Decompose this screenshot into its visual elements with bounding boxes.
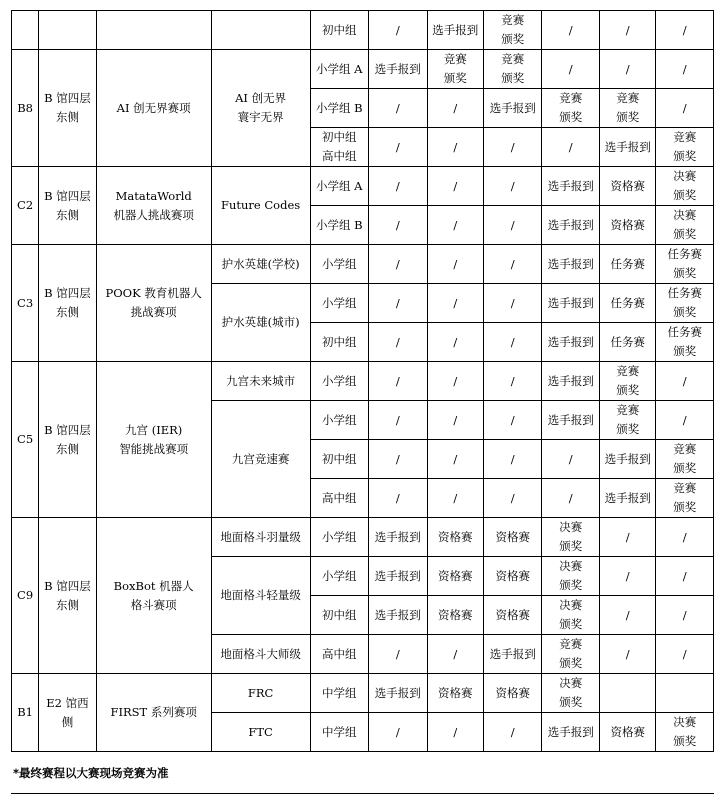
- table-cell: /: [483, 323, 542, 362]
- table-row: [12, 11, 714, 50]
- table-cell: 资格赛: [427, 557, 483, 596]
- table-cell: /: [427, 89, 483, 128]
- table-cell: /: [483, 401, 542, 440]
- table-cell: 任务赛: [599, 323, 655, 362]
- table-cell: 小学组: [310, 284, 369, 323]
- table-cell: 九宫 (IER) 智能挑战赛项: [96, 362, 211, 518]
- table-cell: 决赛 颁奖: [542, 557, 599, 596]
- table-cell: 地面格斗羽量级: [211, 518, 310, 557]
- table-cell: 竞赛 颁奖: [656, 128, 714, 167]
- table-row: [12, 362, 714, 401]
- table-cell: /: [427, 167, 483, 206]
- table-cell: Future Codes: [211, 167, 310, 245]
- table-cell: [39, 11, 96, 50]
- table-cell: 决赛 颁奖: [542, 596, 599, 635]
- table-cell: /: [656, 635, 714, 674]
- table-cell: 初中组 高中组: [310, 128, 369, 167]
- table-cell: /: [369, 323, 428, 362]
- table-cell: 小学组 B: [310, 89, 369, 128]
- table-cell: /: [656, 596, 714, 635]
- table-cell: /: [483, 284, 542, 323]
- table-cell: /: [656, 89, 714, 128]
- table-cell: /: [427, 323, 483, 362]
- table-cell: 竞赛 颁奖: [599, 401, 655, 440]
- table-cell: C9: [12, 518, 39, 674]
- table-cell: 决赛 颁奖: [542, 518, 599, 557]
- table-cell: 资格赛: [483, 518, 542, 557]
- table-cell: FRC: [211, 674, 310, 713]
- table-cell: 资格赛: [427, 518, 483, 557]
- table-row: [12, 518, 714, 557]
- table-cell: [96, 11, 211, 50]
- footnote-divider: [11, 793, 714, 794]
- table-cell: /: [369, 635, 428, 674]
- table-cell: FIRST 系列赛项: [96, 674, 211, 752]
- table-cell: 选手报到: [369, 596, 428, 635]
- table-cell: B 馆四层 东侧: [39, 50, 96, 167]
- table-cell: MatataWorld 机器人挑战赛项: [96, 167, 211, 245]
- table-cell: 选手报到: [599, 479, 655, 518]
- table-cell: 资格赛: [483, 674, 542, 713]
- table-cell: [211, 11, 310, 50]
- table-cell: 任务赛: [599, 245, 655, 284]
- table-cell: /: [483, 245, 542, 284]
- table-cell: /: [427, 713, 483, 752]
- table-cell: 初中组: [310, 596, 369, 635]
- table-cell: /: [483, 362, 542, 401]
- footnote: *最终赛程以大赛现场竞赛为准: [13, 766, 169, 780]
- table-cell: /: [427, 245, 483, 284]
- table-cell: 决赛 颁奖: [656, 713, 714, 752]
- table-cell: 选手报到: [542, 245, 599, 284]
- table-cell: /: [656, 50, 714, 89]
- table-cell: 高中组: [310, 635, 369, 674]
- table-cell: 竞赛 颁奖: [656, 440, 714, 479]
- table-cell: 资格赛: [599, 206, 655, 245]
- table-cell: 小学组: [310, 557, 369, 596]
- table-cell: C3: [12, 245, 39, 362]
- table-cell: /: [542, 50, 599, 89]
- table-cell: /: [369, 401, 428, 440]
- table-cell: /: [656, 362, 714, 401]
- table-cell: 决赛 颁奖: [656, 167, 714, 206]
- table-cell: 初中组: [310, 323, 369, 362]
- table-cell: 选手报到: [599, 440, 655, 479]
- table-cell: /: [427, 362, 483, 401]
- table-cell: B 馆四层 东侧: [39, 245, 96, 362]
- table-cell: /: [483, 128, 542, 167]
- table-cell: 中学组: [310, 713, 369, 752]
- table-cell: /: [369, 206, 428, 245]
- table-cell: 护水英雄(城市): [211, 284, 310, 362]
- table-cell: [656, 674, 714, 713]
- table-cell: 选手报到: [369, 674, 428, 713]
- table-cell: 小学组: [310, 245, 369, 284]
- table-cell: /: [427, 206, 483, 245]
- table-cell: 小学组: [310, 362, 369, 401]
- table-cell: /: [369, 479, 428, 518]
- table-cell: 选手报到: [542, 713, 599, 752]
- table-cell: B 馆四层 东侧: [39, 167, 96, 245]
- table-cell: /: [369, 11, 428, 50]
- table-cell: /: [369, 713, 428, 752]
- table-cell: /: [369, 167, 428, 206]
- table-cell: 选手报到: [542, 284, 599, 323]
- table-cell: 中学组: [310, 674, 369, 713]
- table-cell: POOK 教育机器人 挑战赛项: [96, 245, 211, 362]
- table-row: [12, 167, 714, 206]
- table-cell: 任务赛 颁奖: [656, 323, 714, 362]
- table-cell: /: [427, 401, 483, 440]
- table-cell: [599, 674, 655, 713]
- table-cell: /: [599, 11, 655, 50]
- table-cell: 资格赛: [483, 557, 542, 596]
- table-cell: 小学组 B: [310, 206, 369, 245]
- table-cell: 选手报到: [483, 89, 542, 128]
- table-cell: B 馆四层 东侧: [39, 518, 96, 674]
- table-cell: 资格赛: [599, 713, 655, 752]
- table-cell: [12, 11, 39, 50]
- table-cell: 选手报到: [542, 167, 599, 206]
- table-row: [12, 50, 714, 89]
- table-cell: /: [369, 284, 428, 323]
- table-cell: 竞赛 颁奖: [656, 479, 714, 518]
- table-cell: 资格赛: [599, 167, 655, 206]
- table-row: [12, 674, 714, 713]
- table-cell: /: [483, 440, 542, 479]
- table-cell: 选手报到: [542, 401, 599, 440]
- table-cell: /: [599, 596, 655, 635]
- table-cell: 决赛 颁奖: [656, 206, 714, 245]
- table-cell: 选手报到: [369, 50, 428, 89]
- table-cell: 小学组 A: [310, 50, 369, 89]
- table-cell: /: [599, 50, 655, 89]
- table-cell: 竞赛 颁奖: [542, 89, 599, 128]
- table-cell: 选手报到: [427, 11, 483, 50]
- table-cell: 初中组: [310, 440, 369, 479]
- table-cell: 小学组 A: [310, 167, 369, 206]
- table-cell: /: [483, 713, 542, 752]
- table-cell: /: [599, 518, 655, 557]
- table-cell: 竞赛 颁奖: [483, 11, 542, 50]
- table-cell: /: [427, 440, 483, 479]
- table-cell: 竞赛 颁奖: [483, 50, 542, 89]
- table-cell: /: [427, 635, 483, 674]
- table-cell: /: [656, 518, 714, 557]
- table-cell: /: [542, 128, 599, 167]
- table-cell: B 馆四层 东侧: [39, 362, 96, 518]
- table-cell: /: [542, 479, 599, 518]
- table-cell: 任务赛 颁奖: [656, 245, 714, 284]
- table-cell: AI 创无界 寰宇无界: [211, 50, 310, 167]
- table-cell: /: [483, 206, 542, 245]
- table-cell: /: [599, 557, 655, 596]
- table-cell: 小学组: [310, 401, 369, 440]
- table-cell: 九宫未来城市: [211, 362, 310, 401]
- table-cell: 决赛 颁奖: [542, 674, 599, 713]
- table-cell: FTC: [211, 713, 310, 752]
- table-cell: 竞赛 颁奖: [542, 635, 599, 674]
- table-cell: 选手报到: [483, 635, 542, 674]
- table-cell: /: [483, 479, 542, 518]
- table-cell: /: [369, 89, 428, 128]
- table-cell: 竞赛 颁奖: [599, 362, 655, 401]
- table-cell: /: [427, 284, 483, 323]
- table-cell: C5: [12, 362, 39, 518]
- table-cell: 竞赛 颁奖: [427, 50, 483, 89]
- table-cell: 初中组: [310, 11, 369, 50]
- table-cell: /: [427, 479, 483, 518]
- table-cell: /: [427, 128, 483, 167]
- table-cell: 地面格斗大师级: [211, 635, 310, 674]
- table-cell: 选手报到: [599, 128, 655, 167]
- table-row: [12, 245, 714, 284]
- table-cell: 小学组: [310, 518, 369, 557]
- table-cell: E2 馆西侧: [39, 674, 96, 752]
- table-cell: B8: [12, 50, 39, 167]
- table-cell: /: [599, 635, 655, 674]
- table-cell: 护水英雄(学校): [211, 245, 310, 284]
- table-cell: 任务赛 颁奖: [656, 284, 714, 323]
- table-cell: 资格赛: [427, 674, 483, 713]
- table-cell: /: [369, 128, 428, 167]
- table-cell: 地面格斗轻量级: [211, 557, 310, 635]
- table-cell: /: [656, 401, 714, 440]
- table-cell: /: [656, 11, 714, 50]
- table-cell: /: [656, 557, 714, 596]
- schedule-table: [11, 10, 714, 752]
- table-cell: BoxBot 机器人 格斗赛项: [96, 518, 211, 674]
- table-cell: /: [369, 245, 428, 284]
- table-cell: /: [483, 167, 542, 206]
- table-cell: 竞赛 颁奖: [599, 89, 655, 128]
- table-cell: 选手报到: [542, 206, 599, 245]
- table-cell: 选手报到: [369, 557, 428, 596]
- table-cell: 选手报到: [542, 323, 599, 362]
- table-cell: B1: [12, 674, 39, 752]
- table-cell: 高中组: [310, 479, 369, 518]
- table-cell: /: [542, 440, 599, 479]
- table-cell: 九宫竞速赛: [211, 401, 310, 518]
- table-cell: 选手报到: [542, 362, 599, 401]
- table-cell: 资格赛: [483, 596, 542, 635]
- table-cell: 资格赛: [427, 596, 483, 635]
- table-cell: 任务赛: [599, 284, 655, 323]
- table-cell: /: [369, 440, 428, 479]
- table-cell: AI 创无界赛项: [96, 50, 211, 167]
- table-cell: /: [542, 11, 599, 50]
- table-cell: 选手报到: [369, 518, 428, 557]
- table-cell: C2: [12, 167, 39, 245]
- table-cell: /: [369, 362, 428, 401]
